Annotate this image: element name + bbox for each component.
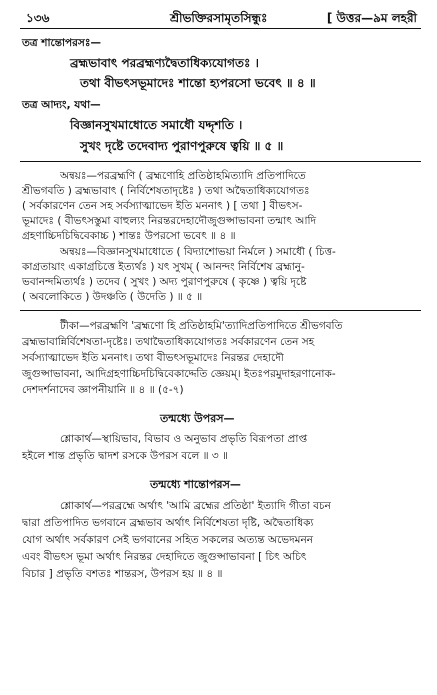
commentary1-line: অন্বয়ঃ—বিজ্ঞানসুখমাধোতে ( বিদ্যাশোভয়া নির্মলে ) সমাধৌ ( চিত্ত- [60,246,336,258]
translation-line: এবং বীভৎস ভূমা অর্থাৎ নিরন্তর দেহাদিতে জুগুপ্সাভাবনা [ চিৎ অচিৎ [22,551,307,563]
section-marker: [ উত্তর—৯ম লহরী [326,11,417,25]
commentary1-line: ভূমাদেঃ ( বীভৎসস্তুমা বাহুল্যং নিরন্তরদেহাদৌজুগুপ্সাভাবনা তন্মাৎ আদি [22,215,316,227]
verse-5-line-1: বিজ্ঞানসুখমাধোতে সমাধৌ যদ্দৃশতি । [70,118,243,132]
commentary1-line: ভবানন্দমিত্যর্থঃ ) তদেব ( সুখং ) অদ্য পুরাণপুরুষে ( কৃষ্ণে ) ত্বয়ি দৃষ্টে [22,276,307,288]
page-number: ১৩৬ [26,11,50,25]
commentary1-line: কাগ্রতায়াং একাগ্রচিত্তে ইত্যর্থঃ ) যৎ সুখম্ ( আনন্দং নির্বিশেষ ব্রহ্মানু- [22,261,305,273]
translation-line: দ্বারা প্রতিপাদিত ভগবানে ব্রহ্মভাব অর্থাৎ নির্বিশেষতা দৃষ্টি, অদ্বৈতাধিক্য [22,517,314,529]
running-header [20,6,421,29]
translation-line: শ্লোকার্থ—স্থায়িভাব, বিভাব ও অনুভাব প্রভৃতি বিরূপতা প্রাপ্ত [60,433,308,445]
translation-line: যোগ অর্থাৎ সর্বকারণ সেই ভগবানের সহিত সকলের অত্যন্ত অভেদমনন [22,534,314,546]
commentary1-line: গ্রহণাচ্চিদচিদ্বিবেকাচ্চ ) শান্তঃ উপরসো ভবেৎ ॥ ৪ ॥ [22,230,236,242]
book-title: শ্রীভক্তিরসামৃতসিন্ধুঃ [170,11,268,25]
tika-line: ব্রহ্মভাবান্নির্বিশেষতা-দৃষ্টেঃ। তথাদ্বৈতাধিক্যযোগতঃ সর্বকারণেন তেন সহ [22,336,315,348]
commentary1-line: অন্বয়ঃ—পরব্রহ্মণি ( ব্রহ্মণোহি প্রতিষ্ঠাহমিত্যাদি প্রতিপাদিতে [60,170,306,182]
section-divider-1 [20,161,421,162]
verse-5-line-2: সুখং দৃষ্টে তদেবাদ্য পুরাণপুরুষে ত্বয়ি ॥ ৫ ॥ [80,139,284,153]
heading-uparas: তন্মধ্যে উপরস— [160,412,235,425]
commentary1-line: ( অবলোকিতে ) উদঞ্চতি ( উদেতি ) ॥ ৫ ॥ [22,291,203,303]
commentary1-line: ( সর্বকারণেন তেন সহ সর্বস্যাত্মাভেদ ইতি মননাৎ ) [ তথা ] বীভৎস- [22,200,303,212]
verse-4-line-1: ব্রহ্মভাবাৎ পরব্রহ্মণ্যদ্বৈতাধিক্যযোগতঃ । [70,56,259,70]
label-shantoparas: তত্র শান্তোপরসঃ— [22,37,101,49]
translation-line: বিচার ] প্রভৃতি বশতঃ শান্তরস, উপরস হয় ॥ ৪ ॥ [22,568,223,580]
commentary1-line: শ্রীভগবতি ) ব্রহ্মভাবাৎ ( নির্বিশেষতাদৃষ্টেঃ ) তথা অদ্বৈতাধিক্যযোগতঃ [22,185,310,197]
tika-line: জুগুপ্সাভাবনা, আদিগ্রহণাচ্চিদচিদ্বিবেকাদ্দেতি জ্ঞেয়ম্। ইতঃপরমুদাহরণানোক- [22,368,336,380]
translation-line: শ্লোকার্থ—পরব্রহ্মে অর্থাৎ 'আমি ব্রহ্মের প্রতিষ্ঠা' ইত্যাদি গীতা বচন [60,500,331,512]
tika-line: টীকা—পরব্রহ্মণি 'ব্রহ্মণো হি প্রতিষ্ঠাহমি'ত্যাদিপ্রতিপাদিতে শ্রীভগবতি [60,320,343,332]
translation-line: হইলে শান্ত প্রভৃতি দ্বাদশ রসকে উপরস বলে ॥ ৩ ॥ [22,450,228,462]
verse-4-line-2: তথা বীভৎসভূমাদেঃ শান্তো হ্যপরসো ভবেৎ ॥ ৪ ॥ [80,76,316,90]
section-divider-2 [20,310,421,311]
tika-line: দেশদর্শনাদেব জ্ঞাপনীয়ানি ॥ ৪ ॥ (৫-৭) [22,384,184,396]
heading-shantoparas: তন্মধ্যে শান্তোপরস— [150,478,241,491]
label-adyam: তত্র আদ্যং, যথা— [22,99,101,111]
tika-line: সর্বস্যাত্মাভেদ ইতি মননাৎ। তথা বীভৎসভূমাদেঃ নিরন্তর দেহাদৌ [22,352,284,364]
